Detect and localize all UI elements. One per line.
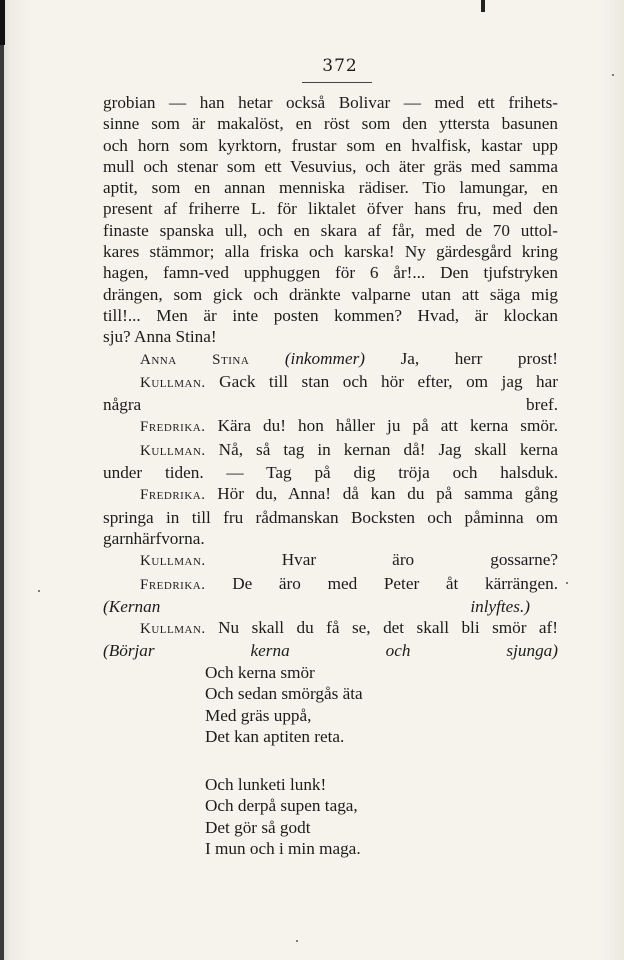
dialogue-line <box>103 483 558 506</box>
verse-stanza <box>205 774 361 859</box>
dialogue-line <box>103 617 558 640</box>
binding-mark <box>0 0 5 45</box>
text-line: aptit, som en annan menniska rädiser. Tio lamungar, en <box>103 178 558 198</box>
dialogue-text: Gack till stan och hör efter, om jag har <box>219 371 558 391</box>
verse-line: Och sedan smörgås äta <box>205 684 363 704</box>
speaker-name: Kullman. <box>140 442 206 459</box>
header-rule <box>302 82 372 83</box>
dialogue-text: Kära du! hon håller ju på att kerna smör. <box>217 416 559 436</box>
text-line: kares stämmor; alla friska och karska! Ny gärdesgård kring <box>103 242 558 262</box>
text-line: present af friherre L. för liktalet öfver hans fru, med den <box>103 199 558 219</box>
speaker-name: Fredrika. <box>140 487 206 504</box>
verse-line: Med gräs uppå, <box>205 705 312 725</box>
stage-direction: (Börjar kerna och sjunga) <box>103 641 558 661</box>
stage-direction: (Kernan inlyftes.) <box>103 596 530 616</box>
verse-line: Och derpå supen taga, <box>205 796 358 816</box>
paper-speck <box>296 940 298 942</box>
text-line: till!... Men är inte posten kommen? Hvad, är klockan <box>103 305 558 325</box>
dialogue-line <box>103 573 558 596</box>
speaker-name: Kullman. <box>140 553 206 570</box>
speaker-name: Fredrika. <box>140 576 206 593</box>
paper-speck <box>612 74 614 76</box>
dialogue-text: Ja, herr prost! <box>400 348 559 368</box>
dialogue-text: De äro med Peter åt kärrängen. <box>232 573 558 593</box>
dialogue-continuation: några bref. <box>103 395 558 415</box>
dialogue-continuation: garnhärfvorna. <box>103 528 205 548</box>
paper-speck <box>566 582 568 584</box>
speaker-name: Kullman. <box>140 621 206 638</box>
verse-line: I mun och i min maga. <box>205 838 361 858</box>
dialogue-line <box>103 549 558 572</box>
dialogue-text: Hvar äro gossarne? <box>281 550 558 570</box>
speaker-name: Kullman. <box>140 374 206 391</box>
text-line: och horn som kyrktorn, frustar som en hvalfisk, kastar upp <box>103 135 558 155</box>
speaker-name: Anna Stina <box>140 351 250 368</box>
verse-line: Och kerna smör <box>205 663 315 682</box>
text-line: grobian — han hetar också Bolivar — med ett frihets- <box>103 93 558 112</box>
verse-line: Det gör så godt <box>205 817 311 837</box>
verse-line: Det kan aptiten reta. <box>205 726 345 746</box>
dialogue-block <box>103 348 558 662</box>
paper-speck <box>38 590 40 592</box>
text-line: hagen, famn-ved upphuggen för 6 år!... Den tjufstryken <box>103 263 558 283</box>
dialogue-line <box>103 439 558 462</box>
speaker-name: Fredrika. <box>140 419 206 436</box>
dialogue-continuation: under tiden. — Tag på dig tröja och halsduk. <box>103 463 558 483</box>
dialogue-line <box>103 415 558 438</box>
text-line: mull och stenar som ett Vesuvius, och äter gräs med samma <box>103 156 558 176</box>
dialogue-line <box>103 371 558 394</box>
dialogue-continuation: springa in till fru rådmanskan Bocksten och påminna om <box>103 507 558 527</box>
dialogue-text: Nå, så tag in kernan då! Jag skall kerna <box>218 439 558 459</box>
text-line: drängen, som gick och dränkte valparne utan att säga mig <box>103 284 558 304</box>
prose-paragraph <box>103 92 558 662</box>
dialogue-line <box>103 348 558 371</box>
ink-mark <box>481 0 485 12</box>
text-line: sinne som är makalöst, en röst som den yttersta basunen <box>103 114 558 134</box>
dialogue-text: Nu skall du få se, det skall bli smör af! <box>218 618 558 638</box>
text-line: sju? Anna Stina! <box>103 327 217 347</box>
page-number: 372 <box>322 56 358 76</box>
verse-line: Och lunketi lunk! <box>205 775 327 794</box>
binding-edge <box>0 0 4 960</box>
text-line: finaste spanska ull, och en skara af får, med de 70 uttol- <box>103 220 558 240</box>
verse-stanza <box>205 662 363 747</box>
dialogue-text: Hör du, Anna! då kan du på samma gång <box>217 484 558 504</box>
stage-direction: (inkommer) <box>284 348 366 368</box>
